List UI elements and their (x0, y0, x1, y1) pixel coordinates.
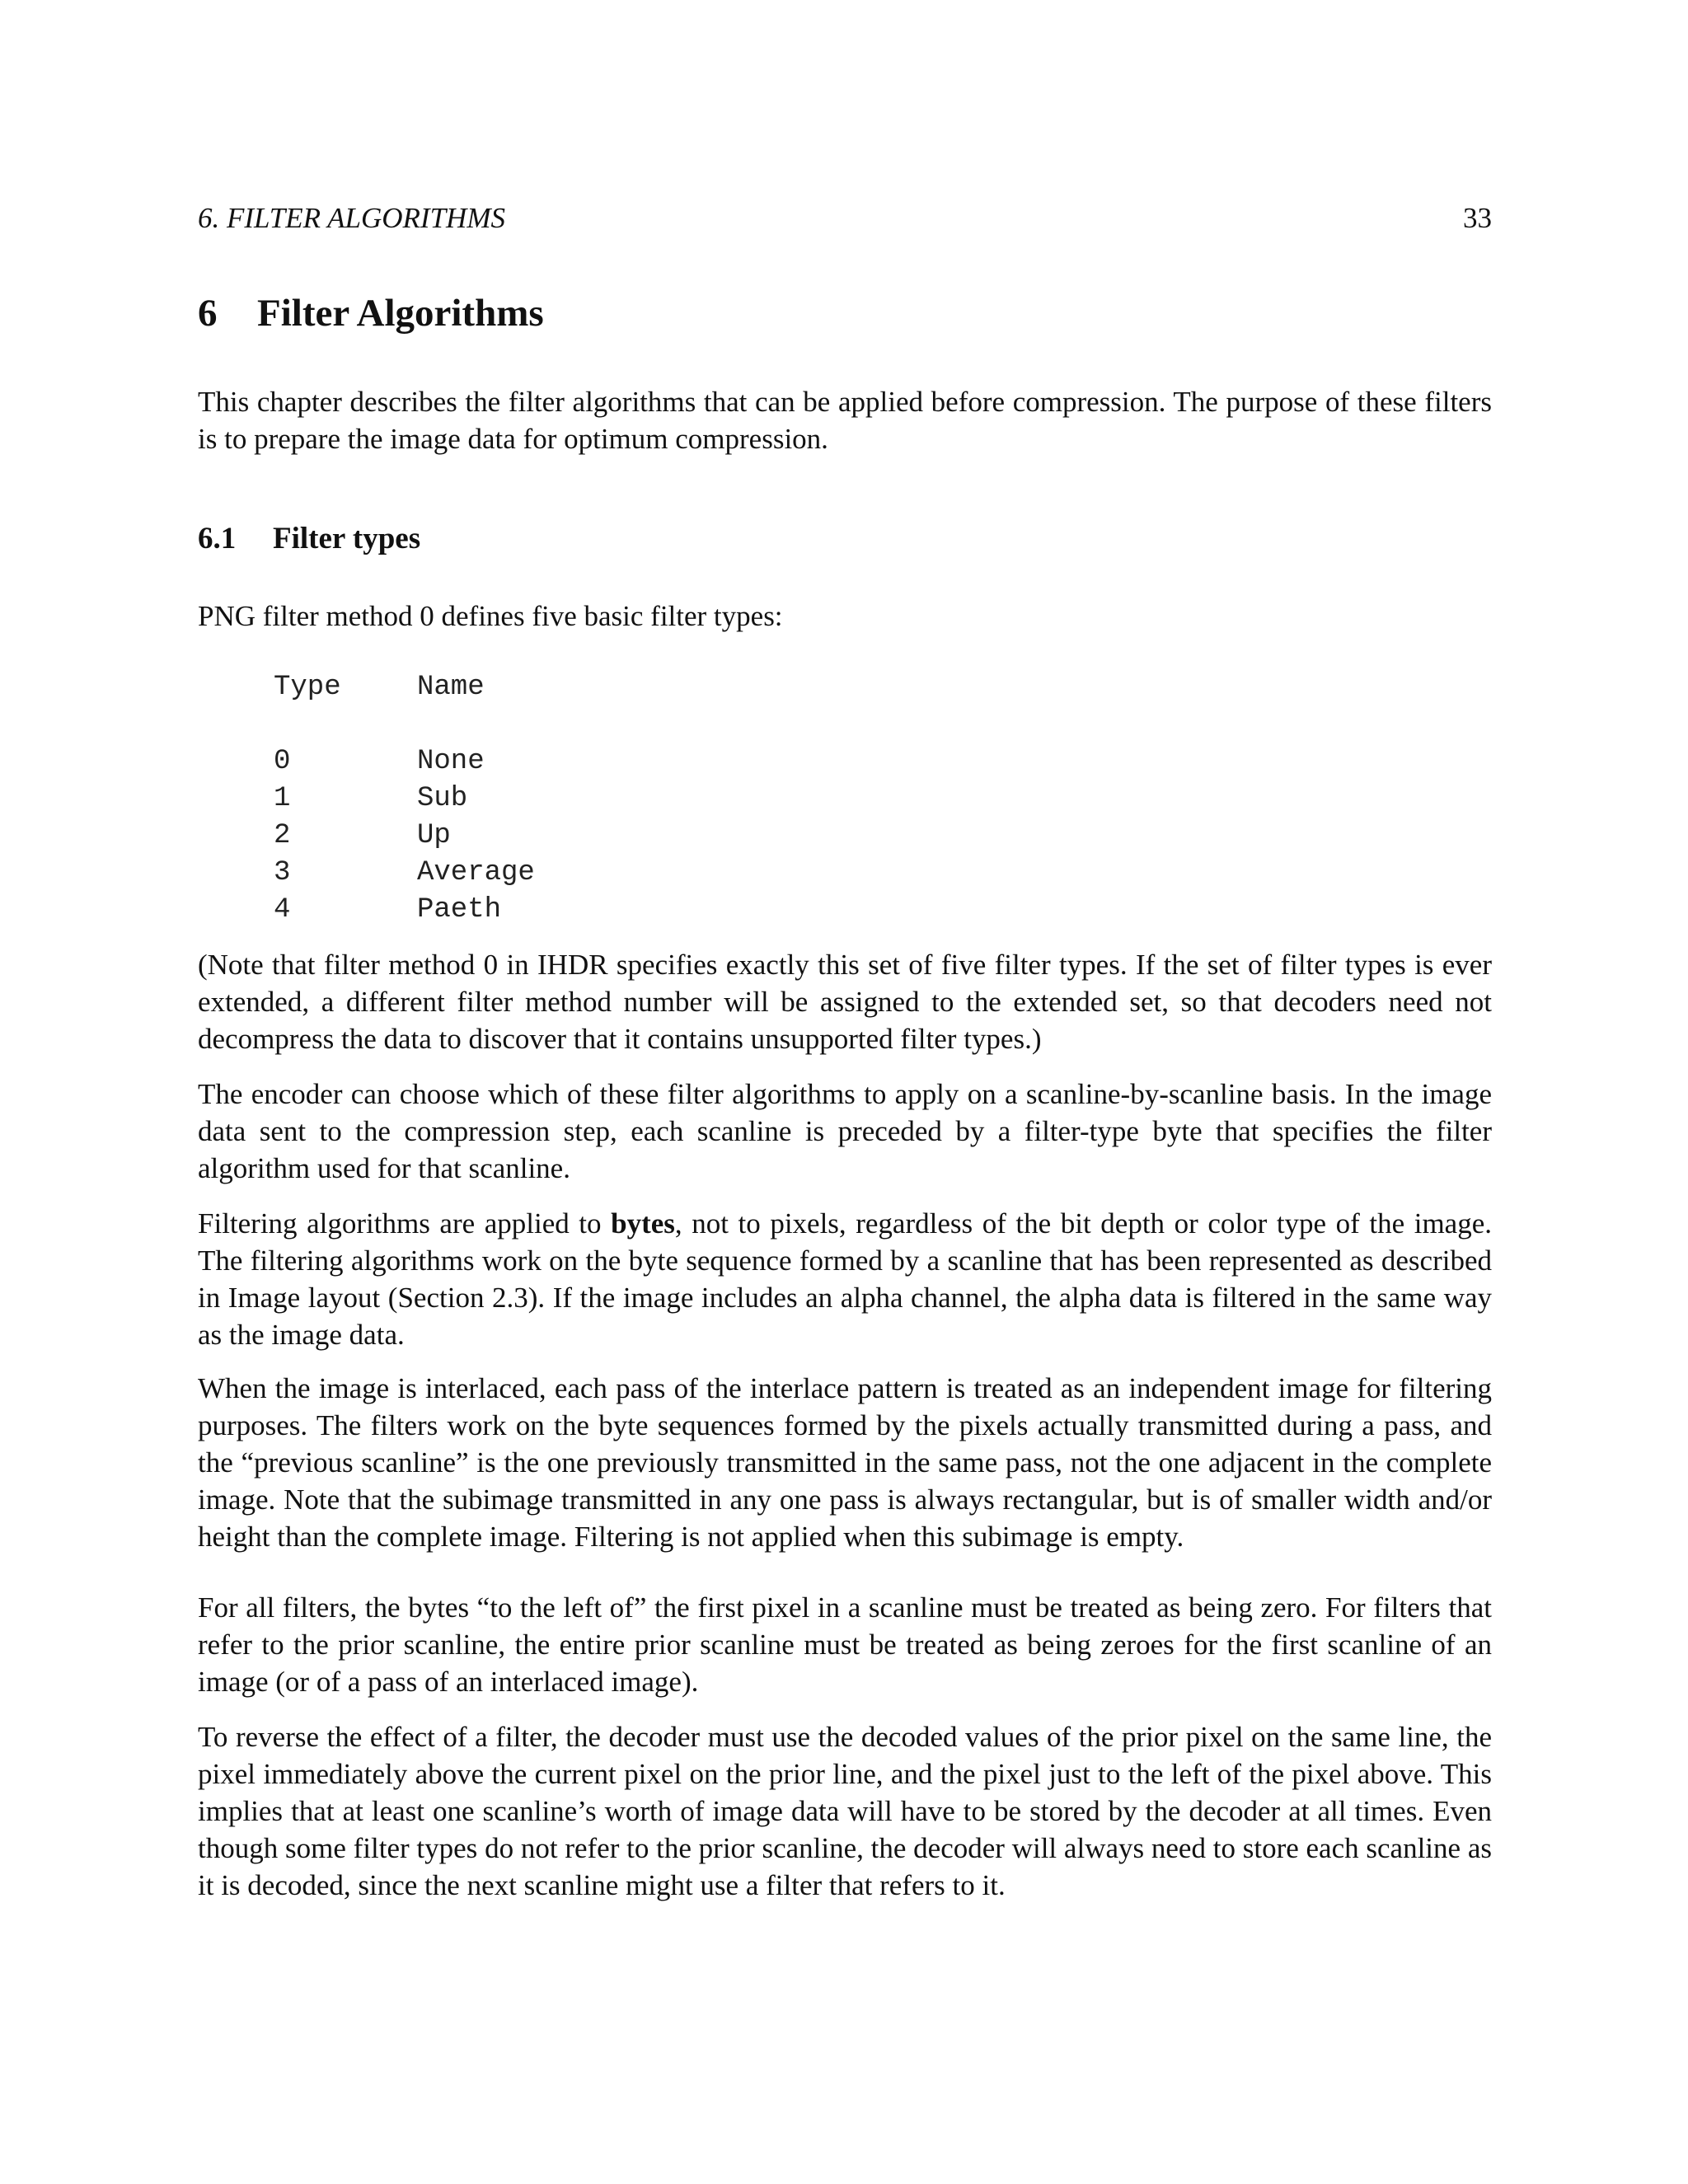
column-header-name: Name (417, 672, 485, 703)
filter-name-value: Average (417, 857, 535, 888)
running-header-title: 6. FILTER ALGORITHMS (198, 202, 505, 234)
chapter-number: 6 (198, 292, 218, 335)
page-number: 33 (1463, 202, 1492, 234)
note-paragraph: (Note that filter method 0 in IHDR specifies exactly this set of five filter types. If the set of filter types is ever extended, a different filter method number will be assigned to the extended set, so that decoders need not decompress the data to discover that it contains unsupported filter types.) (198, 949, 1492, 1055)
filter-name-value: Paeth (417, 894, 502, 926)
section-title-text: Filter types (273, 522, 421, 555)
interlaced-paragraph: When the image is interlaced, each pass of the interlace pattern is treated as an independent image for filtering purposes. The filters work on the byte sequences formed by the pixels actually transmitted during a pass, and the “previous scanline” is the one previously transmitted in the same pass, not the one adjacent in the complete image. Note that the subimage transmitted in any one pass is always rectangular, but is of smaller width and/or height than the complete image. Filtering is not applied when this subimage is empty. (198, 1372, 1492, 1553)
filter-type-value: 1 (274, 783, 291, 814)
filter-name-value: Sub (417, 783, 468, 814)
table-row (274, 818, 535, 855)
chapter-title-text: Filter Algorithms (257, 292, 544, 335)
filter-types-table (274, 669, 535, 929)
bytes-paragraph (198, 1205, 1492, 1353)
filter-type-value: 4 (274, 894, 291, 926)
chapter-title (198, 290, 544, 336)
section-number: 6.1 (198, 522, 237, 555)
filter-type-value: 3 (274, 857, 291, 888)
bytes-paragraph-end: , not to pixels, regardless of the bit depth or color type of the image. The filtering algorithms work on the byte sequence formed by a scanline that has been represented as described in Image layout (Section 2.3). If the image includes an alpha channel, the alpha data is filtered in the same way as the image data. (198, 1207, 1493, 1351)
table-spacer (274, 706, 535, 743)
bytes-emphasis: bytes (611, 1207, 675, 1240)
filter-type-value: 2 (274, 820, 291, 851)
table-header-row (274, 669, 535, 706)
intro-paragraph: This chapter describes the filter algorithms that can be applied before compression. The purpose of these filters is to prepare the image data for optimum compression. (198, 386, 1492, 455)
table-row (274, 743, 535, 780)
table-row (274, 892, 535, 929)
left-of-paragraph: For all filters, the bytes “to the left of” the first pixel in a scanline must be treated as being zero. For filters that refer to the prior scanline, the entire prior scanline must be treated as being zeroes for the first scanline of an image (or of a pass of an interlaced image). (198, 1591, 1492, 1698)
table-row (274, 855, 535, 892)
table-row (274, 780, 535, 818)
lead-paragraph: PNG filter method 0 defines five basic filter types: (198, 600, 783, 632)
reverse-filter-paragraph: To reverse the effect of a filter, the decoder must use the decoded values of the prior pixel on the same line, the pixel immediately above the current pixel on the prior line, and the pixel just to the left of the pixel above. This implies that at least one scanline’s worth of image data will have to be stored by the decoder at all times. Even though some filter types do not refer to the prior scanline, the decoder will always need to store each scanline as it is decoded, since the next scanline might use a filter that refers to it. (198, 1721, 1492, 1901)
filter-type-value: 0 (274, 746, 291, 777)
encoder-paragraph: The encoder can choose which of these filter algorithms to apply on a scanline-by-scanline basis. In the image data sent to the compression step, each scanline is preceded by a filter-type byte that specifies the filter algorithm used for that scanline. (198, 1078, 1492, 1184)
filter-name-value: None (417, 746, 485, 777)
bytes-paragraph-start: Filtering algorithms are applied to (198, 1207, 612, 1240)
filter-name-value: Up (417, 820, 451, 851)
document-page (198, 0, 1492, 2184)
column-header-type: Type (274, 672, 341, 703)
section-title (198, 521, 420, 557)
